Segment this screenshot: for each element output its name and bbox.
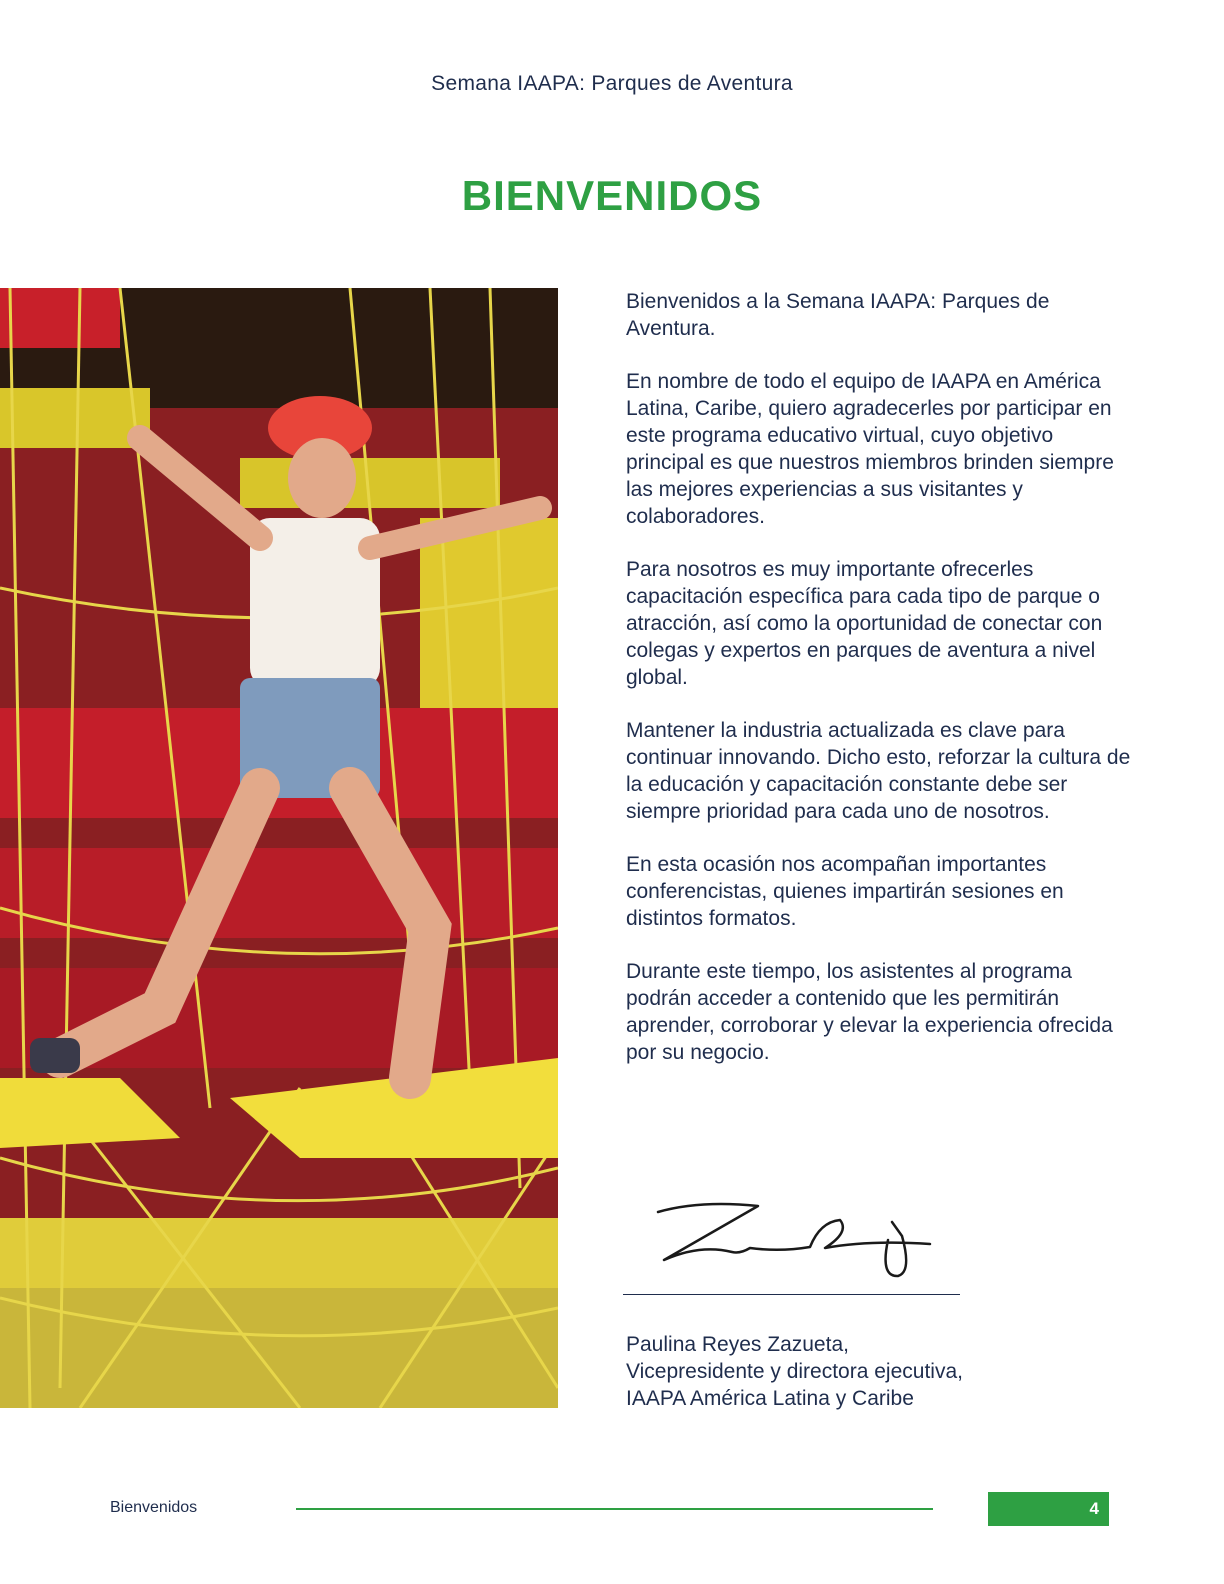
paragraph: Durante este tiempo, los asistentes al programa podrán acceder a contenido que les permitirán aprender, corroborar y elevar la experiencia ofrecida por su negocio.: [626, 960, 1113, 1064]
welcome-letter-body: [626, 288, 1131, 1092]
signature-line: [623, 1294, 960, 1295]
signer-org: IAAPA América Latina y Caribe: [626, 1387, 914, 1410]
paragraph: En nombre de todo el equipo de IAAPA en América Latina, Caribe, quiero agradecerles por participar en este programa educativo virtual, cuyo objetivo principal es que nuestros miembros brinden siempre las mejores experiencias a sus visitantes y colaboradores.: [626, 370, 1114, 528]
signer-name: Paulina Reyes Zazueta,: [626, 1333, 849, 1356]
paragraph: Mantener la industria actualizada es clave para continuar innovando. Dicho esto, reforzar la cultura de la educación y capacitación constante debe ser siempre prioridad para cada uno de nosotros.: [626, 719, 1131, 823]
signer-role: Vicepresidente y directora ejecutiva,: [626, 1360, 963, 1383]
paragraph: En esta ocasión nos acompañan importantes conferencistas, quienes impartirán sesiones en distintos formatos.: [626, 853, 1064, 930]
page-title: BIENVENIDOS: [461, 172, 763, 219]
footer-section-label: Bienvenidos: [110, 1499, 198, 1516]
signature: [640, 1192, 940, 1287]
paragraph: Bienvenidos a la Semana IAAPA: Parques de Aventura.: [626, 290, 1050, 340]
running-header: Semana IAAPA: Parques de Aventura: [431, 72, 793, 95]
signer-block: [626, 1331, 1146, 1412]
ropes-course-photo: [0, 288, 558, 1408]
page-number: 4: [988, 1492, 1109, 1526]
footer-divider: [296, 1508, 933, 1510]
paragraph: Para nosotros es muy importante ofrecerles capacitación específica para cada tipo de parque o atracción, así como la oportunidad de conectar con colegas y expertos en parques de aventura a nivel global.: [626, 558, 1103, 689]
